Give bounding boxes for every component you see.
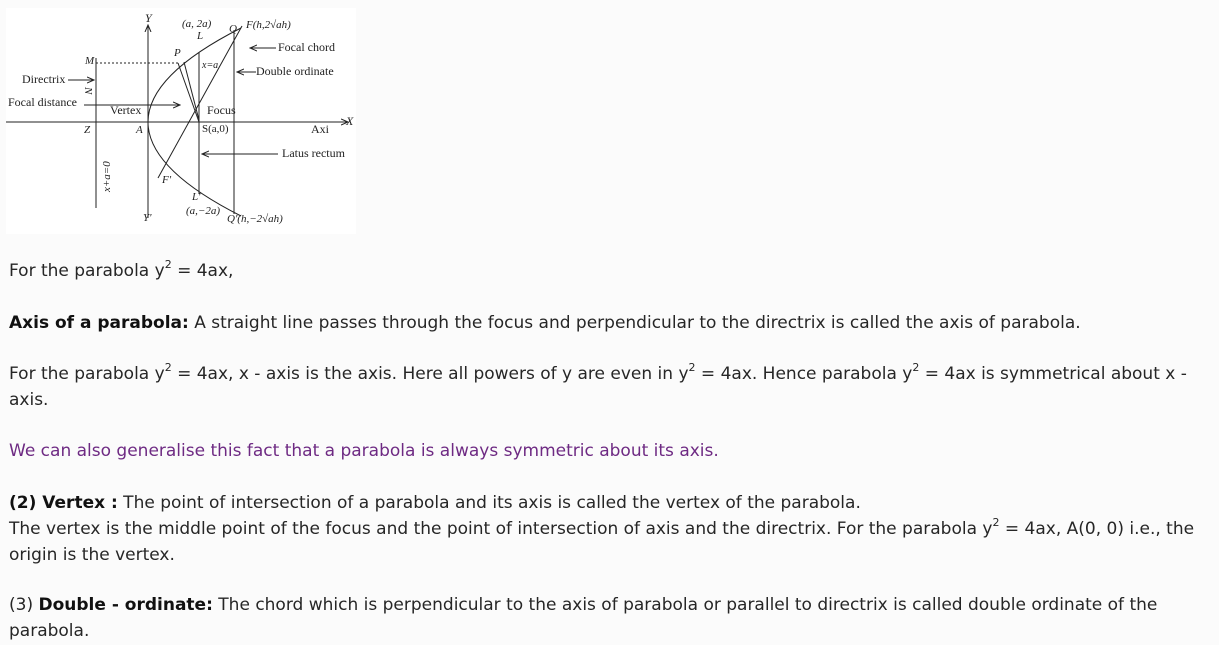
axis-detail-sup-1: 2 [164, 361, 172, 375]
axis-definition [9, 310, 1213, 336]
axis-detail-text-4: = 4ax is symmetrical about x - axis. [9, 364, 1187, 410]
label-N: N [82, 87, 94, 95]
symmetry-note: We can also generalise this fact that a parabola is always symmetric about its axis. [9, 441, 719, 461]
vertex-detail-text: The vertex is the middle point of the focus and the point of intersection of axis and the directrix. For the parabola y [9, 519, 993, 539]
vertex-definition [9, 490, 1213, 568]
focal-distance-line [178, 63, 199, 122]
label-vertex: Vertex [110, 103, 142, 117]
axis-detail [9, 361, 1213, 413]
axis-detail-text-1: For the parabola y [9, 364, 165, 384]
label-point-bottom: (a,−2a) [186, 205, 220, 217]
label-focus: Focus [207, 103, 236, 117]
double-ordinate-definition [9, 592, 1213, 644]
vertex-detail-text-end: = 4ax, A(0, 0) i.e., the origin is the vertex. [9, 519, 1195, 565]
parabola-diagram [6, 8, 356, 234]
vertex-term: Vertex : [42, 493, 118, 513]
double-ordinate-number: (3) [9, 595, 39, 615]
parabola-diagram-svg [6, 8, 356, 234]
label-point-top: (a, 2a) [182, 18, 212, 30]
axis-detail-text-3: = 4ax. Hence parabola y [695, 364, 913, 384]
double-ordinate-text: The chord which is perpendicular to the axis of parabola or parallel to directrix is called double ordinate of the parabola. [9, 595, 1158, 641]
label-Q-prime: Q'(h,−2√ah) [227, 213, 283, 225]
label-Z: Z [84, 124, 91, 136]
axis-detail-text-2: = 4ax, x - axis is the axis. Here all powers of y are even in y [171, 364, 689, 384]
label-focal-chord: Focal chord [278, 40, 335, 54]
axis-detail-sup-3: 2 [912, 361, 920, 375]
label-L-prime: L' [192, 191, 201, 203]
label-directrix: Directrix [22, 72, 66, 86]
label-focal-distance: Focal distance [8, 95, 77, 109]
label-latus-rectum: Latus rectum [282, 146, 345, 160]
axis-detail-sup-2: 2 [688, 361, 696, 375]
intro-sup: 2 [164, 258, 172, 272]
label-directrix-eq: x+a=0 [101, 161, 113, 192]
axis-definition-text: A straight line passes through the focus and perpendicular to the directrix is called the axis of parabola. [188, 313, 1081, 333]
focal-chord-line [158, 26, 242, 178]
label-A: A [136, 124, 143, 136]
label-y-top: Y [145, 11, 152, 25]
label-double-ordinate: Double ordinate [256, 64, 334, 78]
focal-distance-line-2 [184, 62, 199, 120]
vertex-definition-text: The point of intersection of a parabola and its axis is called the vertex of the parabola. [117, 493, 861, 513]
label-x: X [346, 114, 354, 128]
label-axis: Axi [311, 122, 329, 136]
label-x-eq-a: x=a [202, 60, 219, 71]
label-F-coord: F(h,2√ah) [246, 19, 291, 31]
label-P: P [174, 47, 181, 59]
label-Q: Q [229, 23, 237, 35]
intro-text: For the parabola y [9, 261, 165, 281]
label-M: M [85, 55, 95, 67]
label-y-bottom: Y' [143, 212, 152, 224]
label-F-prime: F' [162, 174, 172, 186]
intro-paragraph [9, 258, 1213, 284]
label-L: L [197, 30, 204, 42]
double-ordinate-term: Double - ordinate: [38, 595, 213, 615]
vertex-number: (2) [9, 493, 43, 513]
vertex-detail-sup: 2 [992, 516, 1000, 530]
intro-text-end: = 4ax, [171, 261, 234, 281]
axis-term: Axis of a parabola: [9, 313, 189, 333]
label-S: S(a,0) [202, 123, 229, 135]
